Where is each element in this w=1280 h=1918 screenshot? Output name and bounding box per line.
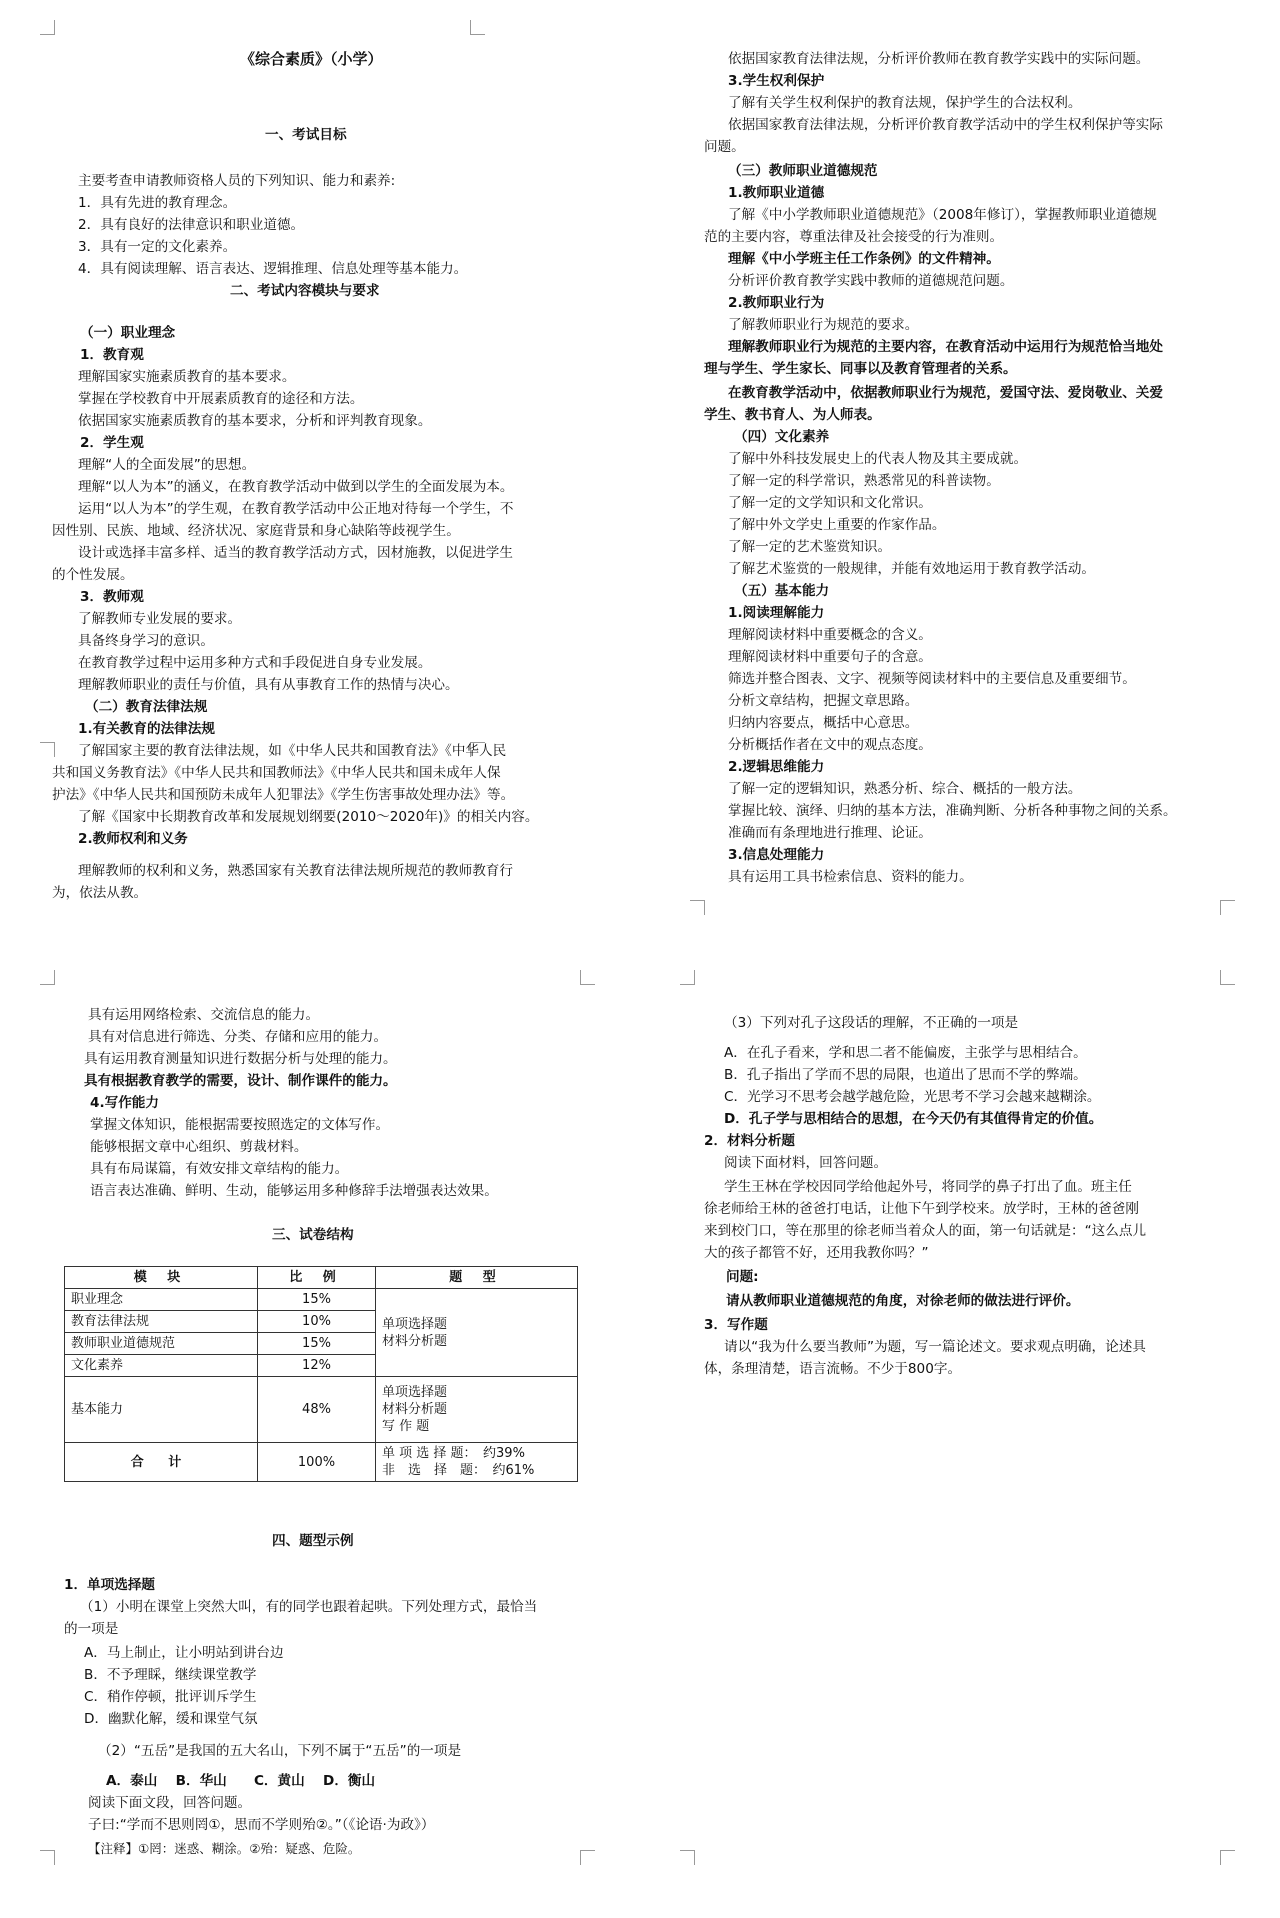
section-heading: 四、题型示例 <box>272 1533 354 1549</box>
ratio-cell: 10% <box>258 1311 376 1333</box>
crop-mark <box>580 1850 595 1865</box>
paragraph: 了解《国家中长期教育改革和发展规划纲要(2010～2020年)》的相关内容。 <box>78 809 539 825</box>
subheading: 2.逻辑思维能力 <box>728 759 825 775</box>
question: 的一项是 <box>64 1621 119 1637</box>
question: （1）小明在课堂上突然大叫，有的同学也跟着起哄。下列处理方式，最恰当 <box>80 1599 538 1615</box>
crop-mark <box>1220 970 1235 985</box>
module-cell: 基本能力 <box>65 1377 258 1443</box>
subheading: 4.写作能力 <box>90 1095 159 1111</box>
paragraph: 了解一定的科学常识，熟悉常见的科普读物。 <box>728 473 1000 489</box>
paragraph: 分析文章结构，把握文章思路。 <box>728 693 919 709</box>
crop-mark <box>1220 1850 1235 1865</box>
paragraph: 了解一定的逻辑知识，熟悉分析、综合、概括的一般方法。 <box>728 781 1082 797</box>
crop-mark <box>680 1850 695 1865</box>
ratio-cell: 15% <box>258 1333 376 1355</box>
paragraph: 了解一定的艺术鉴赏知识。 <box>728 539 892 555</box>
paragraph: 理解国家实施素质教育的基本要求。 <box>78 369 296 385</box>
option: C．光学习不思考会越学越危险，光思考不学习会越来越糊涂。 <box>724 1089 1101 1105</box>
paragraph: 了解中外文学史上重要的作家作品。 <box>728 517 946 533</box>
column-header: 模 块 <box>65 1267 258 1289</box>
paragraph: 具有对信息进行筛选、分类、存储和应用的能力。 <box>88 1029 388 1045</box>
module-cell: 教师职业道德规范 <box>65 1333 258 1355</box>
paragraph: 在教育教学过程中运用多种方式和手段促进自身专业发展。 <box>78 655 432 671</box>
paragraph: 的个性发展。 <box>52 567 134 583</box>
paragraph: 理解《中小学班主任工作条例》的文件精神。 <box>728 251 1000 267</box>
subheading: 1．单项选择题 <box>64 1577 156 1593</box>
paragraph: 体，条理清楚，语言流畅。不少于800字。 <box>704 1361 962 1377</box>
paragraph: 范的主要内容，尊重法律及社会接受的行为准则。 <box>704 229 1004 245</box>
total-breakdown: 非 选 择 题： 约61% <box>382 1463 535 1478</box>
question-type: 材料分析题 <box>382 1333 448 1349</box>
module-cell: 文化素养 <box>65 1355 258 1377</box>
list-item: 2．具有良好的法律意识和职业道德。 <box>78 217 305 233</box>
quote: 子曰:“学而不思则罔①，思而不学则殆②。”（《论语·为政》） <box>88 1817 435 1833</box>
paragraph: 学生、教书育人、为人师表。 <box>704 407 881 423</box>
subheading: 3．写作题 <box>704 1317 768 1333</box>
option: A．在孔子看来，学和思二者不能偏废，主张学与思相结合。 <box>724 1045 1087 1061</box>
list-item: 1．具有先进的教育理念。 <box>78 195 237 211</box>
page-4 <box>680 970 1280 1870</box>
question-type: 写 作 题 <box>382 1419 430 1434</box>
page-3 <box>40 970 640 1870</box>
subheading: 1.有关教育的法律法规 <box>78 721 215 737</box>
crop-mark <box>680 970 695 985</box>
option: B．孔子指出了学而不思的局限，也道出了思而不学的弊端。 <box>724 1067 1087 1083</box>
paragraph: 分析概括作者在文中的观点态度。 <box>728 737 932 753</box>
question-type-cell <box>376 1377 578 1443</box>
paragraph: 了解《中小学教师职业道德规范》（2008年修订），掌握教师职业道德规 <box>728 207 1157 223</box>
paragraph: 掌握在学校教育中开展素质教育的途径和方法。 <box>78 391 364 407</box>
question-type: 单项选择题 <box>382 1316 448 1332</box>
paragraph: 具有布局谋篇，有效安排文章结构的能力。 <box>90 1161 349 1177</box>
list-item: 4．具有阅读理解、语言表达、逻辑推理、信息处理等基本能力。 <box>78 261 468 277</box>
paragraph: 具有运用工具书检索信息、资料的能力。 <box>728 869 973 885</box>
table-row <box>65 1377 578 1443</box>
module-cell: 职业理念 <box>65 1289 258 1311</box>
page-2 <box>680 20 1280 920</box>
subheading: 2．学生观 <box>80 435 144 451</box>
paragraph: 理解阅读材料中重要概念的含义。 <box>728 627 932 643</box>
column-header: 题 型 <box>376 1267 578 1289</box>
table-row <box>65 1289 578 1311</box>
paragraph: 掌握文体知识，能根据需要按照选定的文体写作。 <box>90 1117 390 1133</box>
total-breakdown-cell <box>376 1443 578 1482</box>
exam-structure-table <box>64 1266 578 1482</box>
crop-mark <box>40 742 55 757</box>
crop-mark <box>470 20 485 35</box>
paragraph: 了解中外科技发展史上的代表人物及其主要成就。 <box>728 451 1028 467</box>
paragraph: 语言表达准确、鲜明、生动，能够运用多种修辞手法增强表达效果。 <box>90 1183 498 1199</box>
paragraph: 掌握比较、演绎、归纳的基本方法，准确判断、分析各种事物之间的关系。 <box>728 803 1177 819</box>
subheading: 1．教育观 <box>80 347 144 363</box>
column-header: 比 例 <box>258 1267 376 1289</box>
paragraph: 归纳内容要点，概括中心意思。 <box>728 715 919 731</box>
table-header-row <box>65 1267 578 1289</box>
options-row: A．泰山 B．华山 C．黄山 D．衡山 <box>106 1773 376 1789</box>
paragraph: 因性别、民族、地域、经济状况、家庭背景和身心缺陷等歧视学生。 <box>52 523 460 539</box>
paragraph: 理解“人的全面发展”的思想。 <box>78 457 256 473</box>
paragraph: 理解教师的权利和义务，熟悉国家有关教育法律法规所规范的教师教育行 <box>78 863 513 879</box>
annotation: 【注释】①罔：迷惑、糊涂。②殆：疑惑、危险。 <box>88 1841 361 1856</box>
question-type: 单项选择题 <box>382 1385 448 1400</box>
paragraph: 阅读下面材料，回答问题。 <box>724 1155 888 1171</box>
paragraph: 共和国义务教育法》《中华人民共和国教师法》《中华人民共和国未成年人保 <box>52 765 501 781</box>
subheading: 3.信息处理能力 <box>728 847 825 863</box>
section-heading: 三、试卷结构 <box>272 1227 354 1243</box>
paragraph: 运用“以人为本”的学生观，在教育教学活动中公正地对待每一个学生，不 <box>78 501 514 517</box>
subheading: 3.学生权利保护 <box>728 73 825 89</box>
ratio-cell: 15% <box>258 1289 376 1311</box>
ratio-cell: 12% <box>258 1355 376 1377</box>
crop-mark <box>1220 900 1235 915</box>
module-heading: （二）教育法律法规 <box>85 699 208 715</box>
paragraph: 在教育教学活动中，依据教师职业行为规范，爱国守法、爱岗敬业、关爱 <box>728 385 1163 401</box>
table-total-row <box>65 1443 578 1482</box>
module-heading: （四）文化素养 <box>734 429 830 445</box>
subheading: 2.教师职业行为 <box>728 295 825 311</box>
paragraph: 请从教师职业道德规范的角度，对徐老师的做法进行评价。 <box>726 1293 1080 1309</box>
subheading: 2.教师权利和义务 <box>78 831 188 847</box>
paragraph: 具有运用教育测量知识进行数据分析与处理的能力。 <box>84 1051 397 1067</box>
subheading: 3．教师观 <box>80 589 144 605</box>
paragraph: 理解教师职业的责任与价值，具有从事教育工作的热情与决心。 <box>78 677 459 693</box>
question-type: 材料分析题 <box>382 1402 448 1417</box>
paragraph: 了解国家主要的教育法律法规，如《中华人民共和国教育法》《中华人民 <box>78 743 507 759</box>
paragraph: 理解教师职业行为规范的主要内容，在教育活动中运用行为规范恰当地处 <box>728 339 1163 355</box>
document-title: 《综合素质》（小学） <box>240 50 383 68</box>
module-heading: （三）教师职业道德规范 <box>728 163 878 179</box>
module-cell: 教育法律法规 <box>65 1311 258 1333</box>
section-heading: 二、考试内容模块与要求 <box>230 283 380 299</box>
paragraph: 依据国家教育法律法规，分析评价教育教学活动中的学生权利保护等实际 <box>728 117 1163 133</box>
paragraph: 为，依法从教。 <box>52 885 148 901</box>
paragraph: 理与学生、学生家长、同事以及教育管理者的关系。 <box>704 361 1017 377</box>
option: D．幽默化解，缓和课堂气氛 <box>84 1711 258 1727</box>
paragraph: 筛选并整合图表、文字、视频等阅读材料中的主要信息及重要细节。 <box>728 671 1136 687</box>
paragraph: 理解“以人为本”的涵义，在教育教学活动中做到以学生的全面发展为本。 <box>78 479 514 495</box>
crop-mark <box>40 970 55 985</box>
paragraph: 具有运用网络检索、交流信息的能力。 <box>88 1007 320 1023</box>
paragraph: 设计或选择丰富多样、适当的教育教学活动方式，因材施教，以促进学生 <box>78 545 513 561</box>
option: A．马上制止，让小明站到讲台边 <box>84 1645 284 1661</box>
paragraph: 能够根据文章中心组织、剪裁材料。 <box>90 1139 308 1155</box>
paragraph: 了解艺术鉴赏的一般规律，并能有效地运用于教育教学活动。 <box>728 561 1096 577</box>
paragraph: 了解一定的文学知识和文化常识。 <box>728 495 932 511</box>
section-heading: 一、考试目标 <box>265 127 347 143</box>
total-breakdown: 单 项 选 择 题： 约39% <box>382 1446 525 1461</box>
page-1 <box>40 20 640 920</box>
crop-mark <box>40 20 55 35</box>
option: D．孔子学与思相结合的思想，在今天仍有其值得肯定的价值。 <box>724 1111 1103 1127</box>
crop-mark <box>580 970 595 985</box>
paragraph: 了解教师专业发展的要求。 <box>78 611 242 627</box>
option: C．稍作停顿，批评训斥学生 <box>84 1689 257 1705</box>
module-heading: （五）基本能力 <box>734 583 830 599</box>
paragraph: 问题。 <box>704 139 745 155</box>
subheading: 1.阅读理解能力 <box>728 605 825 621</box>
paragraph: 来到校门口，等在那里的徐老师当着众人的面，第一句话就是：“这么点儿 <box>704 1223 1147 1239</box>
total-label: 合 计 <box>65 1443 258 1482</box>
paragraph: 准确而有条理地进行推理、论证。 <box>728 825 932 841</box>
paragraph: 了解教师职业行为规范的要求。 <box>728 317 919 333</box>
paragraph: 依据国家实施素质教育的基本要求，分析和评判教育现象。 <box>78 413 432 429</box>
subheading: 2．材料分析题 <box>704 1133 796 1149</box>
paragraph: 徐老师给王林的爸爸打电话，让他下午到学校来。放学时，王林的爸爸刚 <box>704 1201 1139 1217</box>
paragraph: 护法》《中华人民共和国预防未成年人犯罪法》《学生伤害事故处理办法》等。 <box>52 787 515 803</box>
paragraph: 依据国家教育法律法规，分析评价教师在教育教学实践中的实际问题。 <box>728 51 1150 67</box>
question-type-cell <box>376 1289 578 1377</box>
module-heading: （一）职业理念 <box>80 325 176 341</box>
paragraph: 具有根据教育教学的需要，设计、制作课件的能力。 <box>84 1073 397 1089</box>
list-item: 3．具有一定的文化素养。 <box>78 239 237 255</box>
paragraph: 主要考查申请教师资格人员的下列知识、能力和素养: <box>78 173 396 189</box>
paragraph: 学生王林在学校因同学给他起外号，将同学的鼻子打出了血。班主任 <box>724 1179 1132 1195</box>
question: （2）“五岳”是我国的五大名山，下列不属于“五岳”的一项是 <box>98 1743 462 1759</box>
paragraph: 大的孩子都管不好，还用我教你吗？” <box>704 1245 929 1261</box>
paragraph: 理解阅读材料中重要句子的含意。 <box>728 649 932 665</box>
paragraph: 了解有关学生权利保护的教育法规，保护学生的合法权利。 <box>728 95 1082 111</box>
paragraph: 请以“我为什么要当教师”为题，写一篇论述文。要求观点明确，论述具 <box>724 1339 1146 1355</box>
paragraph: 具备终身学习的意识。 <box>78 633 214 649</box>
paragraph: 分析评价教育教学实践中教师的道德规范问题。 <box>728 273 1014 289</box>
question: （3）下列对孔子这段话的理解，不正确的一项是 <box>724 1015 1019 1031</box>
option: B．不予理睬，继续课堂教学 <box>84 1667 257 1683</box>
paragraph: 问题: <box>726 1269 759 1285</box>
ratio-cell: 48% <box>258 1377 376 1443</box>
subheading: 1.教师职业道德 <box>728 185 825 201</box>
crop-mark <box>690 900 705 915</box>
paragraph: 阅读下面文段，回答问题。 <box>88 1795 252 1811</box>
crop-mark <box>40 1850 55 1865</box>
total-ratio: 100% <box>258 1443 376 1482</box>
